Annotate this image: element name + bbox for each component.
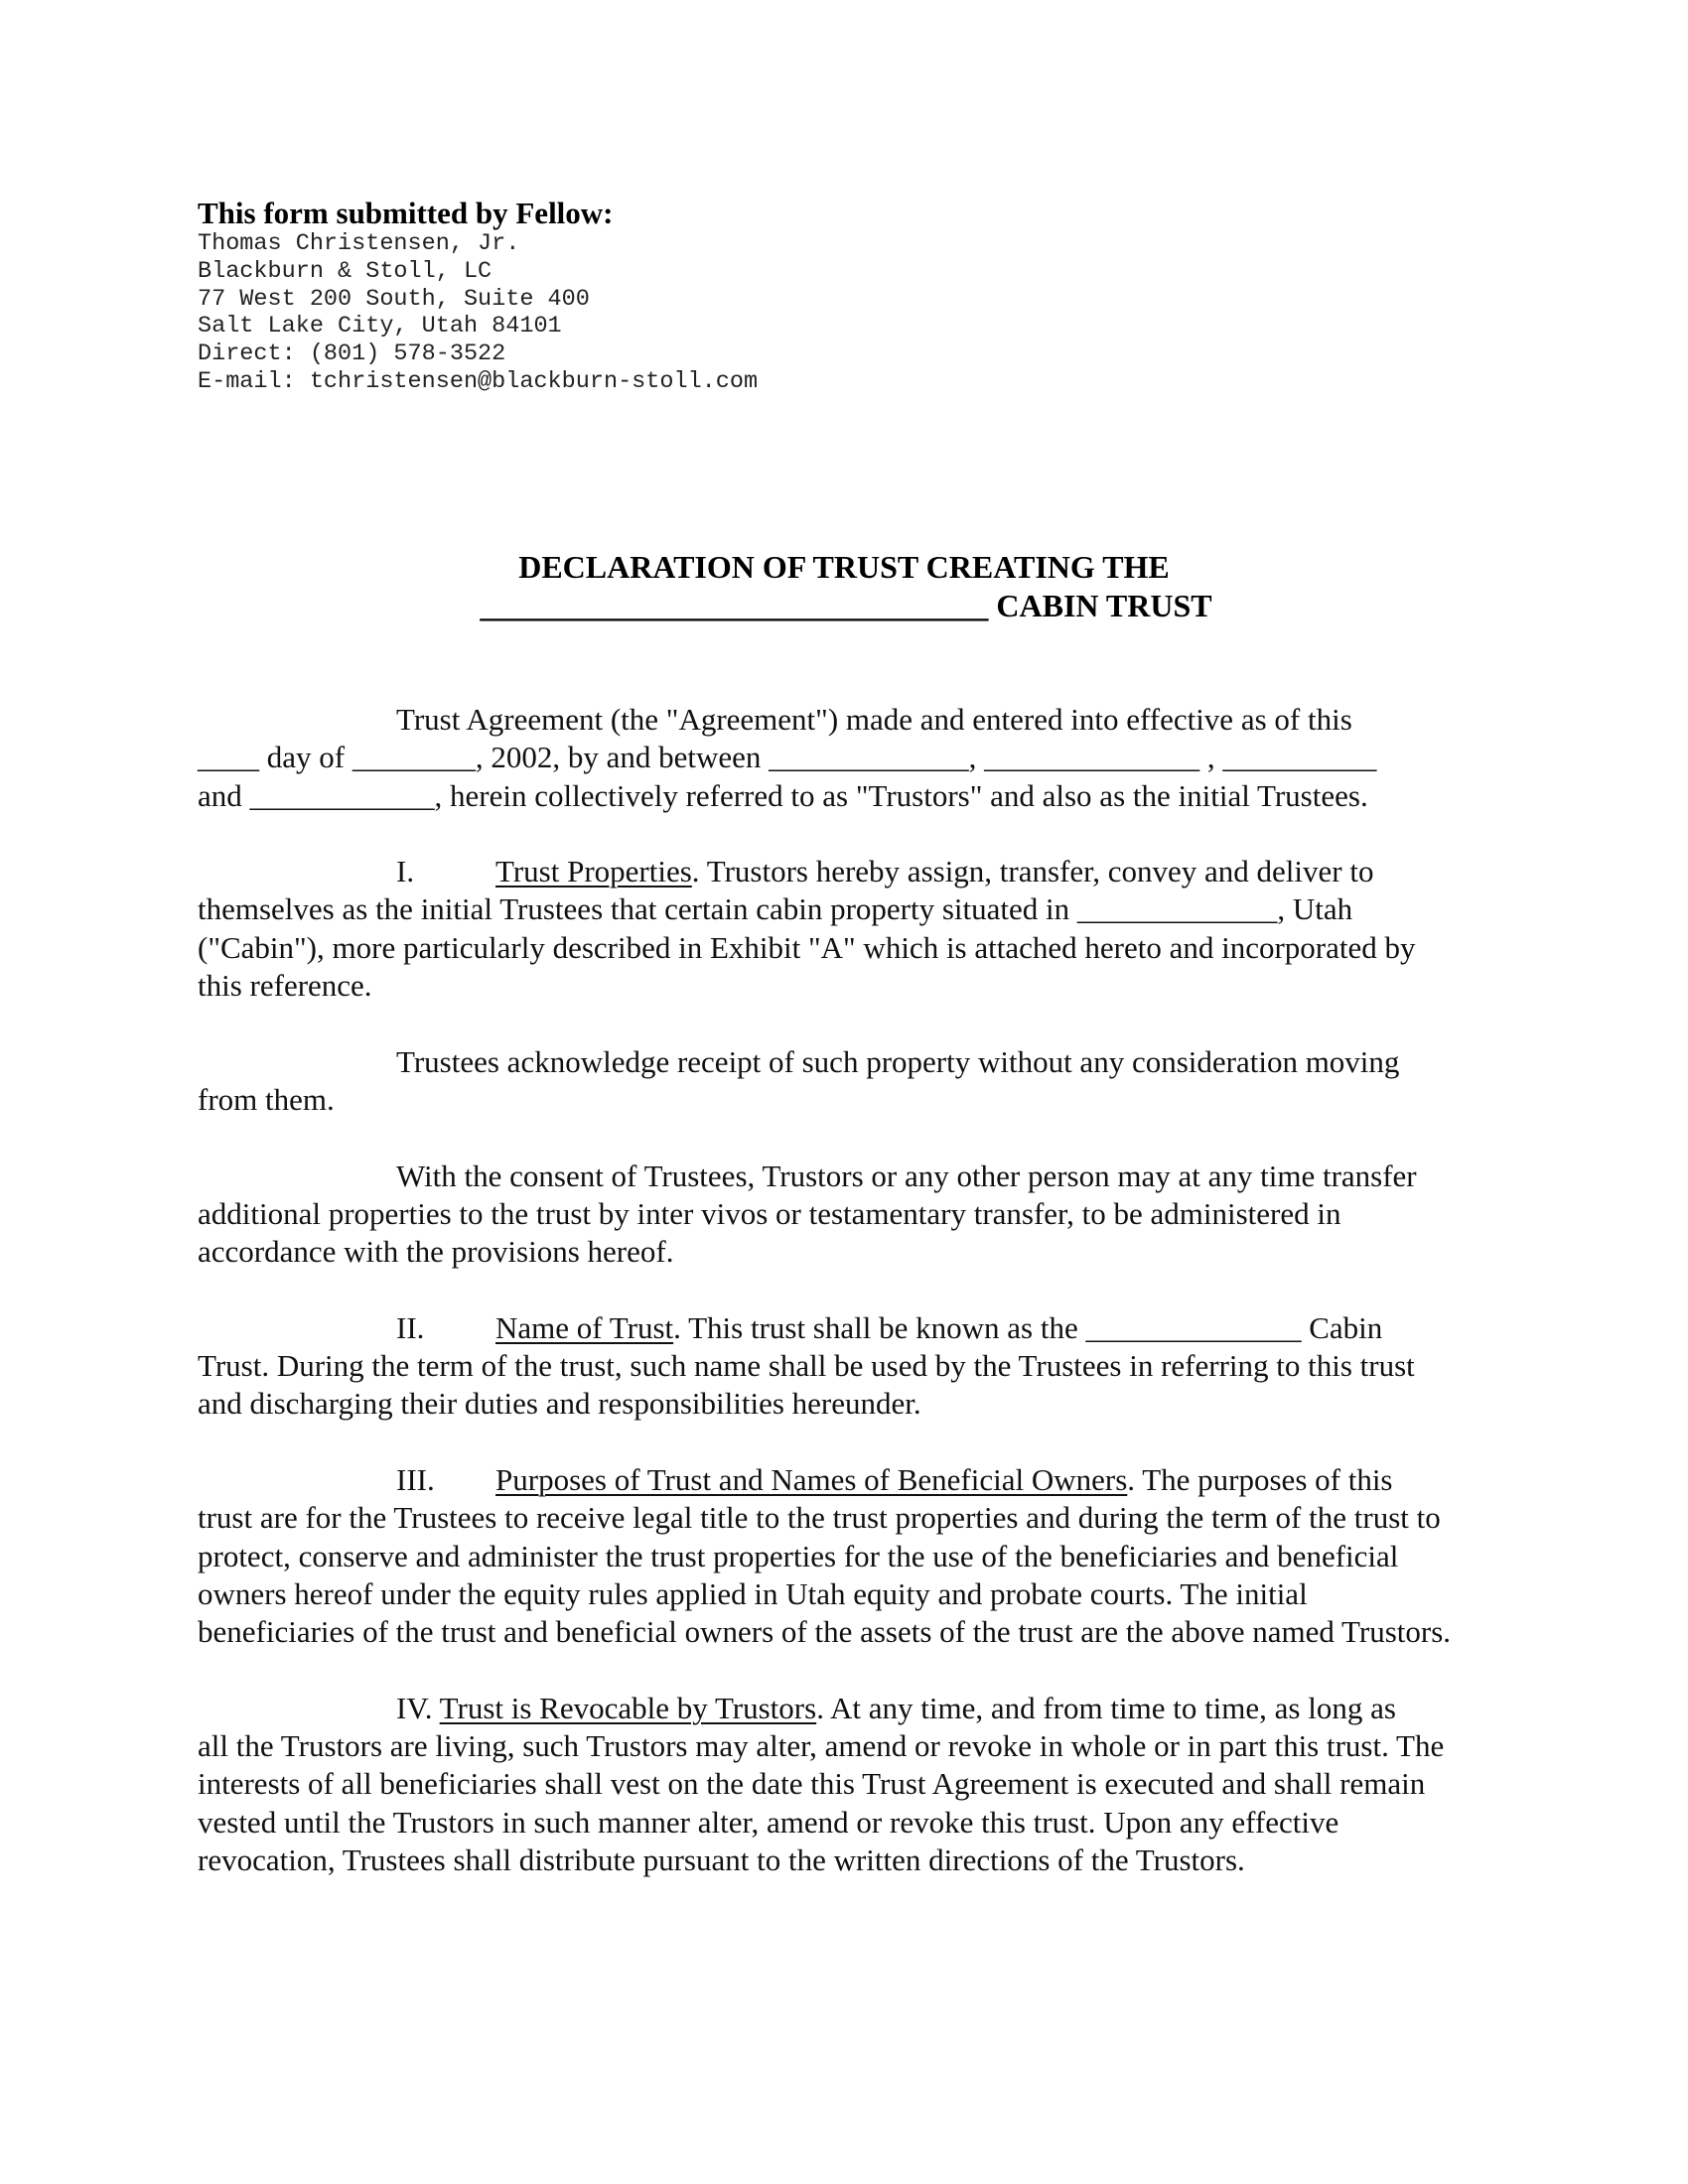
document-body xyxy=(198,701,1464,1918)
section-text-rest: trust are for the Trustees to receive legal title to the trust properties and during the term of the trust to protect, conserve and administer the trust properties for the use of the beneficiaries and beneficial owners hereof under the equity rules applied in Utah equity and probate courts. The initial beneficiaries of the trust and beneficial owners of the assets of the trust are the above named Trustors. xyxy=(198,1500,1452,1650)
submitter-block xyxy=(198,197,758,396)
title-line2-text: CABIN TRUST xyxy=(988,588,1212,623)
submitter-email: E-mail: tchristensen@blackburn-stoll.com xyxy=(198,367,759,395)
preamble-paragraph xyxy=(198,701,1464,815)
paragraph-text: With the consent of Trustees, Trustors or any other person may at any time transfer additional properties to the trust by inter vivos or testamentary transfer, to be administered in accordance with the provisions hereof. xyxy=(198,1158,1417,1270)
title-line2 xyxy=(2,587,1688,625)
submitter-firm: Blackburn & Stoll, LC xyxy=(198,257,492,285)
section-text-rest: themselves as the initial Trustees that certain cabin property situated in _____________, Utah ("Cabin"), more particularly described in Exhibit "A" which is attached hereto and incorporated by this reference. xyxy=(198,891,1416,1004)
preamble-line2: ____ day of ________, 2002, by and between _____________, ______________ , __________ xyxy=(198,740,1377,775)
section-number: IV. xyxy=(396,1690,440,1725)
document-title xyxy=(0,548,1688,625)
submitter-address-line2: Salt Lake City, Utah 84101 xyxy=(198,313,562,341)
preamble-line3: and ____________, herein collectively referred to as "Trustors" and also as the initial Trustees. xyxy=(198,777,1368,813)
section-text-first: . At any time, and from time to time, as long as xyxy=(816,1690,1396,1725)
paragraph-text: Trustees acknowledge receipt of such property without any consideration moving from them. xyxy=(198,1043,1400,1117)
submitter-name: Thomas Christensen, Jr. xyxy=(198,230,520,257)
preamble-line1: Trust Agreement (the "Agreement") made and entered into effective as of this xyxy=(396,702,1352,737)
trust-name-blank: ________________________________ xyxy=(480,588,989,623)
submitter-phone: Direct: (801) 578-3522 xyxy=(198,341,506,368)
section-text-first: . The purposes of this xyxy=(1127,1461,1393,1497)
section-heading: Trust is Revocable by Trustors xyxy=(439,1690,817,1725)
section-text-first: . Trustors hereby assign, transfer, convey and deliver to xyxy=(691,854,1374,889)
section-2-name-of-trust xyxy=(198,1309,1464,1424)
submitter-address-line1: 77 West 200 South, Suite 400 xyxy=(198,285,590,313)
section-heading: Trust Properties xyxy=(495,854,692,889)
trustees-acknowledge-paragraph xyxy=(198,1043,1464,1120)
section-heading: Name of Trust xyxy=(495,1309,674,1345)
section-text-rest: Trust. During the term of the trust, such name shall be used by the Trustees in referring to this trust and discharging their duties and responsibilities hereunder. xyxy=(198,1348,1415,1422)
submitter-heading: This form submitted by Fellow: xyxy=(198,196,614,230)
section-text-rest: all the Trustors are living, such Trustors may alter, amend or revoke in whole or in part this trust. The interests of all beneficiaries shall vest on the date this Trust Agreement is executed and shall remain vested until the Trustors in such manner alter, amend or revoke this trust. Upon any effective revocation, Trustees shall distribute pursuant to the written directions of the Trustors. xyxy=(198,1728,1445,1877)
section-number: II. xyxy=(396,1309,425,1345)
section-text-first: . This trust shall be known as the ______________ Cabin xyxy=(673,1309,1383,1345)
section-number: I. xyxy=(396,854,415,889)
section-3-purposes xyxy=(198,1461,1464,1651)
additional-transfer-paragraph xyxy=(198,1158,1464,1272)
section-4-revocable xyxy=(198,1690,1464,1879)
section-number: III. xyxy=(396,1461,435,1497)
section-1-trust-properties xyxy=(198,853,1464,1005)
title-line1: DECLARATION OF TRUST CREATING THE xyxy=(518,549,1170,585)
section-heading: Purposes of Trust and Names of Beneficial Owners xyxy=(495,1461,1128,1497)
